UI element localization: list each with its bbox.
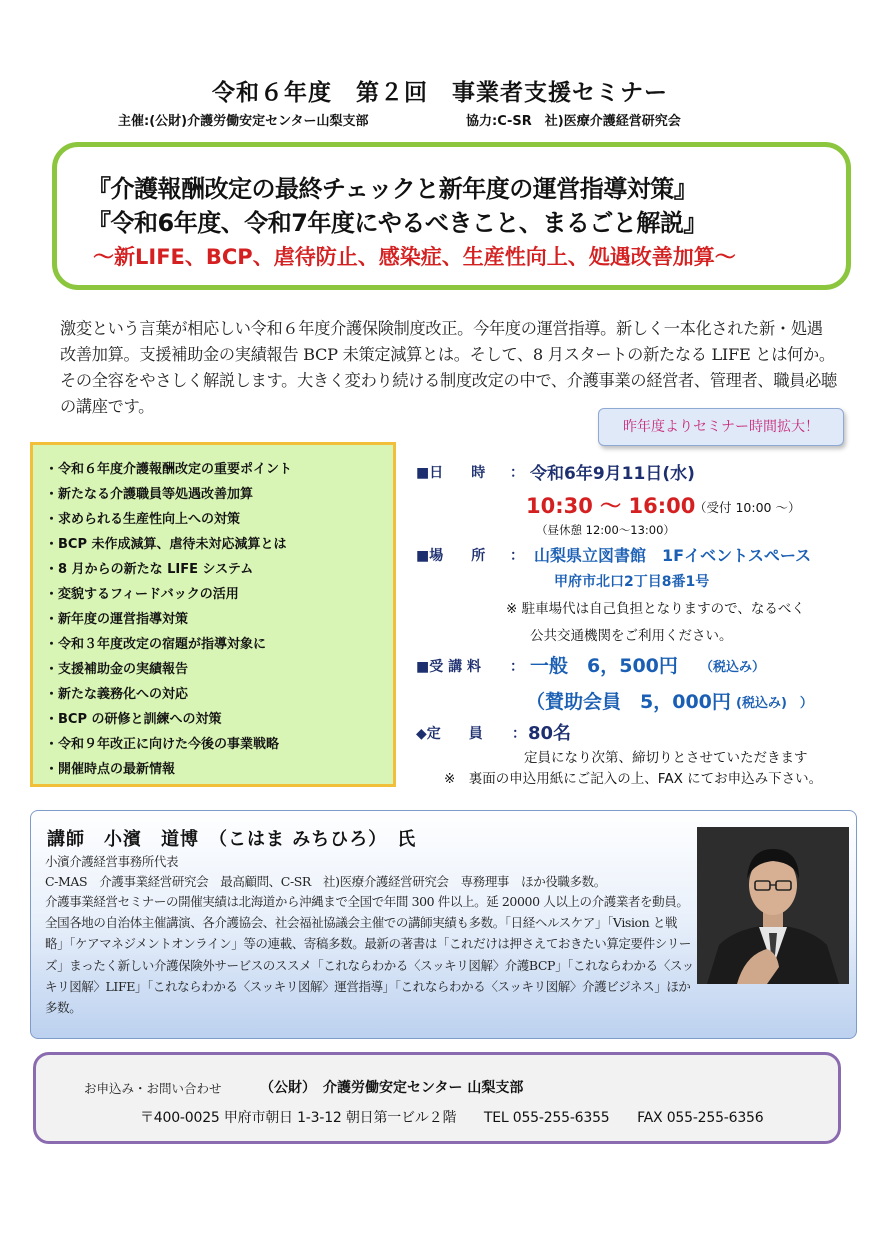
lecturer-name: 講師 小濱 道博 （こはま みちひろ） 氏: [47, 829, 417, 850]
lecturer-panel: [30, 810, 857, 1039]
parking-note-1: ※ 駐車場代は自己負担となりますので、なるべく: [506, 601, 805, 617]
lecturer-title: 小濱介護経営事務所代表: [45, 854, 179, 869]
time-value: 10:30 ～ 16:00: [526, 494, 696, 518]
topic-item: ・8 月からの新たな LIFE システム: [45, 562, 254, 577]
capacity-value: 80名: [528, 723, 572, 744]
topic-item: ・BCP 未作成減算、虐待未対応減算とは: [45, 537, 287, 552]
topic-item: ・令和９年改正に向けた今後の事業戦略: [45, 737, 280, 752]
topic-item: ・求められる生産性向上への対策: [45, 512, 241, 527]
venue-colon: ：: [510, 548, 524, 564]
lecturer-photo: [697, 827, 849, 984]
cooperation-text: 協力:C-SR 社)医療介護経営研究会: [466, 114, 681, 129]
parking-note-2: 公共交通機関をご利用ください。: [530, 628, 733, 644]
fee-member: （賛助会員 5，000円: [526, 691, 731, 713]
fee-general-tax: （税込み）: [700, 660, 766, 675]
contact-box: [33, 1052, 841, 1144]
topics-list: [45, 457, 393, 782]
intro-paragraph: 激変という言葉が相応しい令和６年度介護保険制度改正。今年度の運営指導。新しく一本化された新・処遇改善加算。支援補助金の実績報告 BCP 未策定減算とは。そして、8 月スタートの新たなる LIFE とは何か。その全容をやさしく解説します。大きく変わり続ける制度改定の中で、介護事業の経営者、管理者、職員必聴の講座です。: [60, 319, 837, 416]
lecturer-bio: 介護事業経営セミナーの開催実績は北海道から沖縄まで全国で年間 300 件以上。延 20000 人以上の介護業者を動員。全国各地の自治体主催講演、各介護協会、社会福祉協議会主催での講師実績も多数。「日経ヘルスケア」「Vision と戦略」「ケアマネジメントオンライン」等の連載、寄稿多数。最新の著書は「これだけは押さえておきたい算定要件シリーズ」まったく新しい介護保険外サービスのススメ「これならわかる〈スッキリ図解〉介護BCP」「これならわかる〈スッキリ図解〉LIFE」「これならわかる〈スッキリ図解〉運営指導」「これならわかる〈スッキリ図解〉介護ビジネス」ほか多数。: [45, 894, 694, 1016]
lunch-break: （昼休憩 12:00～13:00）: [536, 523, 675, 537]
capacity-colon: ：: [512, 726, 526, 742]
topic-item: ・変貌するフィードバックの活用: [45, 587, 239, 602]
apply-note: ※ 裏面の申込用紙にご記入の上、FAX にてお申込み下さい。: [444, 771, 823, 787]
fee-label: ■受 講 料: [416, 659, 481, 675]
topic-item: ・新年度の運営指導対策: [45, 612, 189, 627]
topic-item: ・新たなる介護職員等処遇改善加算: [45, 487, 254, 502]
topic-item: ・開催時点の最新情報: [45, 762, 176, 777]
fee-colon: ：: [510, 659, 524, 675]
headline-subtitle: ～新LIFE、BCP、虐待防止、感染症、生産性向上、処遇改善加算～: [93, 245, 736, 269]
headline-box: [52, 142, 851, 290]
date-value: 令和6年9月11日(水): [530, 464, 695, 484]
extended-time-badge: 昨年度よりセミナー時間拡大！: [598, 408, 844, 446]
seminar-title: 令和６年度 第２回 事業者支援セミナー: [212, 80, 668, 106]
contact-organization: （公財） 介護労働安定センター 山梨支部: [260, 1080, 524, 1096]
sponsor-text: 主催:(公財)介護労働安定センター山梨支部: [118, 114, 369, 129]
topic-item: ・令和６年度介護報酬改定の重要ポイント: [45, 462, 293, 477]
date-colon: ：: [510, 465, 524, 481]
venue-value: 山梨県立図書館 1Fイベントスペース: [534, 546, 812, 565]
topic-item: ・新たな義務化への対応: [45, 687, 189, 702]
lecturer-positions: C-MAS 介護事業経営研究会 最高顧問、C-SR 社)医療介護経営研究会 専務理事 ほか役職多数。: [45, 874, 606, 889]
contact-address: 〒400-0025 甲府市朝日 1-3-12 朝日第一ビル２階 TEL 055-255-6355 FAX 055-255-6356: [140, 1110, 764, 1126]
capacity-note: 定員になり次第、締切りとさせていただきます: [524, 750, 808, 766]
reception-time: （受付 10:00 ～）: [694, 500, 801, 515]
contact-label: お申込み・お問い合わせ: [84, 1081, 222, 1096]
topic-item: ・支援補助金の実績報告: [45, 662, 189, 677]
headline-line-2: 『令和6年度、令和7年度にやるべきこと、まるごと解説』: [87, 209, 707, 237]
date-label: ■日 時: [416, 465, 486, 481]
topic-item: ・BCP の研修と訓練への対策: [45, 712, 222, 727]
fee-general: 一般 6，500円: [530, 655, 678, 677]
venue-address: 甲府市北口2丁目8番1号: [554, 574, 710, 590]
topic-item: ・令和３年度改定の宿題が指導対象に: [45, 637, 267, 652]
headline-line-1: 『介護報酬改定の最終チェックと新年度の運営指導対策』: [87, 175, 698, 203]
fee-member-tax: (税込み) ）: [736, 696, 813, 711]
venue-label: ■場 所: [416, 548, 486, 564]
capacity-label: ◆定 員: [416, 726, 483, 742]
topics-box: [30, 442, 396, 787]
